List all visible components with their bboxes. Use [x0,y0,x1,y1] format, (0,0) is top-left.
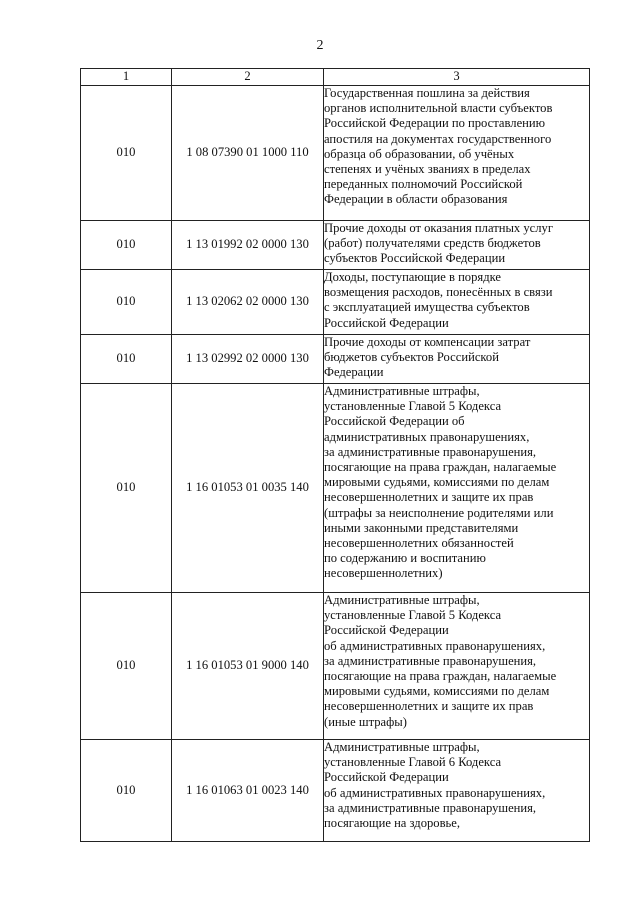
description-line: за административные правонарушения, [324,444,537,459]
description-line: об административных правонарушениях, [324,638,546,653]
description-line: (штрафы за неисполнение родителями или [324,505,554,520]
kbk-code-cell: 1 13 01992 02 0000 130 [172,221,324,270]
description-line: посягающие на права граждан, налагаемые [324,460,557,475]
description-line: Административные штрафы, [324,740,480,754]
kbk-code-cell: 1 13 02062 02 0000 130 [172,270,324,335]
admin-code-cell: 010 [81,86,172,221]
description-line: административных правонарушениях, [324,429,530,444]
description-line: органов исполнительной власти субъектов [324,101,553,116]
description-line: бюджетов субъектов Российской [324,350,499,365]
description-line: образца об образовании, об учёных [324,146,515,161]
description-cell [324,221,590,270]
description-line: Российской Федерации [324,315,449,330]
table-row [81,335,590,384]
description-line: с эксплуатацией имущества субъектов [324,300,530,315]
admin-code-cell: 010 [81,221,172,270]
description-line: возмещения расходов, понесённых в связи [324,285,553,300]
description-cell [324,593,590,740]
description-line: посягающие на права граждан, налагаемые [324,669,557,684]
description-line: переданных полномочий Российской [324,177,523,192]
kbk-code-cell: 1 13 02992 02 0000 130 [172,335,324,384]
description-line: Российской Федерации [324,623,449,638]
admin-code-cell: 010 [81,335,172,384]
description-line: установленные Главой 5 Кодекса [324,608,502,623]
description-line: субъектов Российской Федерации [324,251,506,266]
description-line: Российской Федерации об [324,414,465,429]
table-header-row [81,69,590,86]
description-line: посягающие на здоровье, [324,816,461,831]
kbk-code-cell: 1 16 01053 01 0035 140 [172,384,324,593]
admin-code-cell: 010 [81,740,172,842]
table-row [81,593,590,740]
revenue-codes-table [80,68,590,842]
description-line: (иные штрафы) [324,714,407,729]
description-line: несовершеннолетних обязанностей [324,536,514,551]
description-line: Российской Федерации [324,770,449,785]
description-line: Государственная пошлина за действия [324,86,530,100]
table-row [81,384,590,593]
description-line: иными законными представителями [324,520,519,535]
table-row [81,221,590,270]
column-header-3: 3 [324,69,590,86]
description-line: мировыми судьями, комиссиями по делам [324,475,550,490]
kbk-code-cell: 1 08 07390 01 1000 110 [172,86,324,221]
description-line: Российской Федерации по проставлению [324,116,546,131]
description-cell [324,270,590,335]
description-line: за административные правонарушения, [324,653,537,668]
description-line: установленные Главой 5 Кодекса [324,399,502,414]
description-line: степенях и учёных званиях в пределах [324,162,531,177]
description-line: мировыми судьями, комиссиями по делам [324,684,550,699]
table-row [81,86,590,221]
description-line: Доходы, поступающие в порядке [324,270,502,284]
page-number: 2 [316,38,324,53]
column-header-1: 1 [81,69,172,86]
admin-code-cell: 010 [81,270,172,335]
description-line: Прочие доходы от компенсации затрат [324,335,531,349]
description-line: Прочие доходы от оказания платных услуг [324,221,553,235]
description-line: об административных правонарушениях, [324,785,546,800]
description-line: установленные Главой 6 Кодекса [324,755,502,770]
description-line: несовершеннолетних) [324,566,443,581]
description-line: по содержанию и воспитанию [324,551,486,566]
table-row [81,270,590,335]
description-cell [324,335,590,384]
description-line: апостиля на документах государственного [324,131,552,146]
description-cell [324,740,590,842]
description-cell [324,384,590,593]
description-line: за административные правонарушения, [324,800,537,815]
kbk-code-cell: 1 16 01063 01 0023 140 [172,740,324,842]
kbk-code-cell: 1 16 01053 01 9000 140 [172,593,324,740]
description-line: несовершеннолетних и защите их прав [324,699,534,714]
description-cell [324,86,590,221]
column-header-2: 2 [172,69,324,86]
admin-code-cell: 010 [81,384,172,593]
description-line: Административные штрафы, [324,593,480,607]
description-line: (работ) получателями средств бюджетов [324,236,541,251]
description-line: Федерации [324,365,384,380]
admin-code-cell: 010 [81,593,172,740]
description-line: несовершеннолетних и защите их прав [324,490,534,505]
table-row [81,740,590,842]
description-line: Административные штрафы, [324,384,480,398]
description-line: Федерации в области образования [324,192,508,207]
